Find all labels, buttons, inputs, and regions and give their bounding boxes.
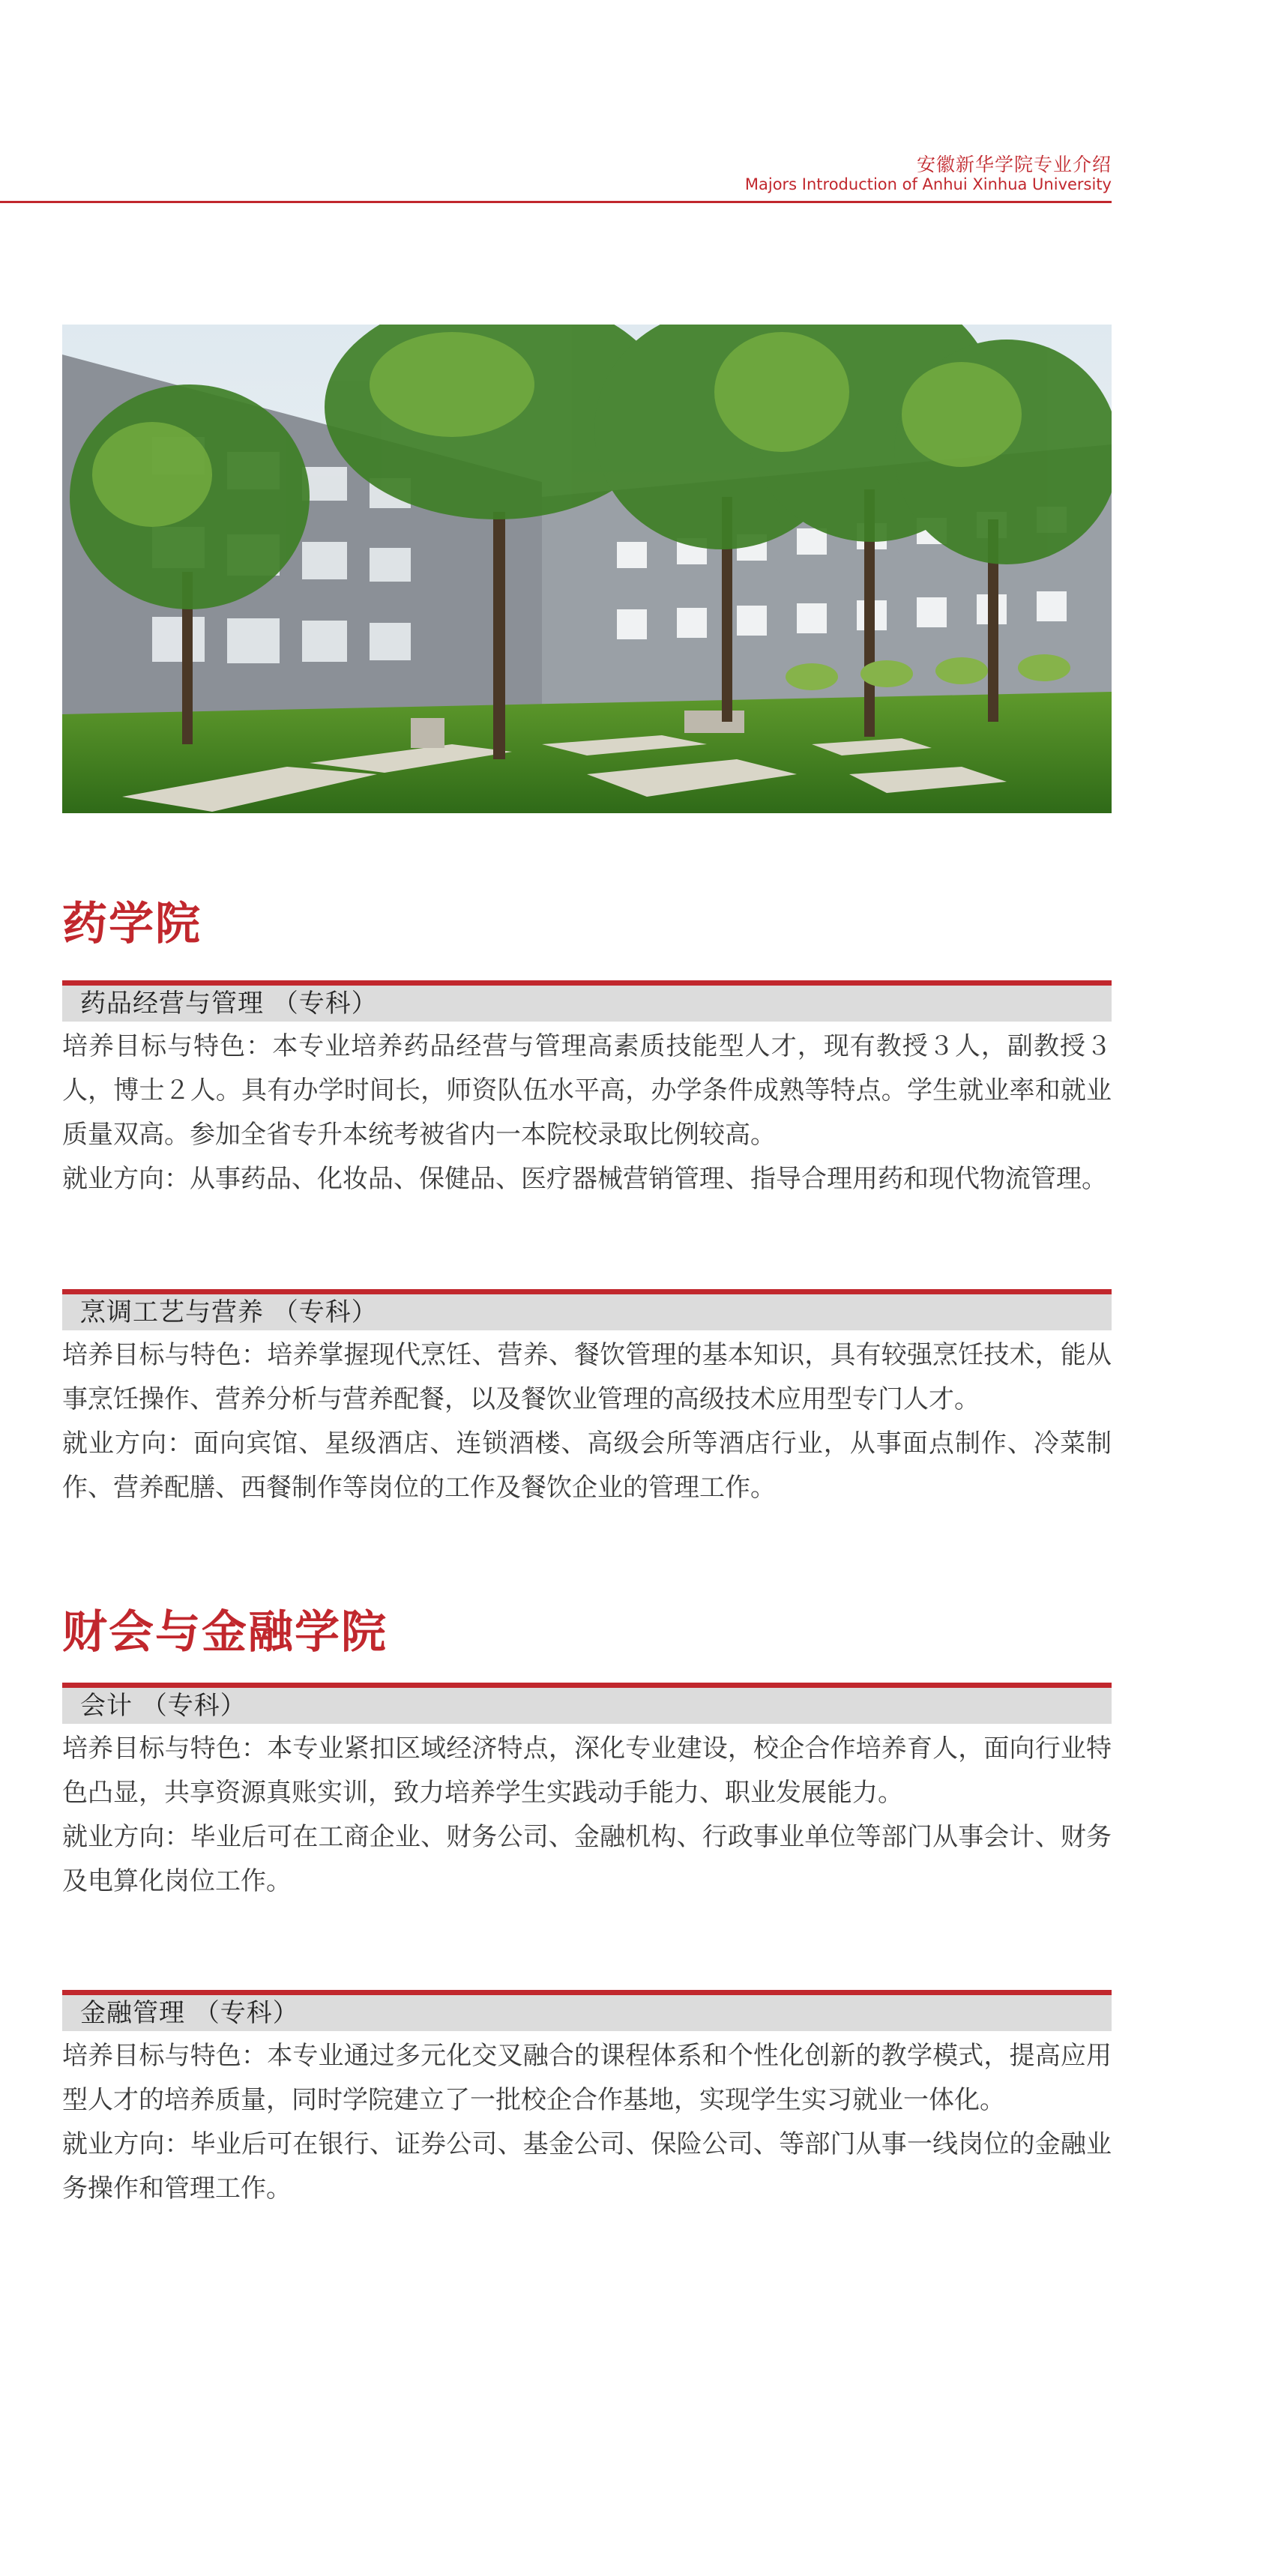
major-block xyxy=(62,1990,1112,2211)
campus-courtyard-photo xyxy=(62,325,1112,813)
major-career: 就业方向：毕业后可在工商企业、财务公司、金融机构、行政事业单位等部门从事会计、财务及电算化岗位工作。 xyxy=(62,1822,1112,1896)
major-heading: 会计 （专科） xyxy=(62,1683,1112,1724)
major-goal: 培养目标与特色：本专业紧扣区域经济特点，深化专业建设，校企合作培养育人，面向行业特色凸显，共享资源真账实训，致力培养学生实践动手能力、职业发展能力。 xyxy=(62,1734,1112,1808)
major-career: 就业方向：毕业后可在银行、证券公司、基金公司、保险公司、等部门从事一线岗位的金融业务操作和管理工作。 xyxy=(62,2129,1112,2204)
college-title-finance: 财会与金融学院 xyxy=(62,1606,388,1659)
major-goal: 培养目标与特色：本专业通过多元化交叉融合的课程体系和个性化创新的教学模式，提高应用型人才的培养质量，同时学院建立了一批校企合作基地，实现学生实习就业一体化。 xyxy=(62,2041,1112,2115)
major-block xyxy=(62,1289,1112,1510)
major-heading: 金融管理 （专科） xyxy=(62,1990,1112,2031)
major-career: 就业方向：面向宾馆、星级酒店、连锁酒楼、高级会所等酒店行业，从事面点制作、冷菜制作、营养配膳、西餐制作等岗位的工作及餐饮企业的管理工作。 xyxy=(62,1429,1112,1503)
header-title-en: Majors Introduction of Anhui Xinhua University xyxy=(744,175,1112,193)
major-heading: 烹调工艺与营养 （专科） xyxy=(62,1289,1112,1330)
major-career: 就业方向：从事药品、化妆品、保健品、医疗器械营销管理、指导合理用药和现代物流管理。 xyxy=(62,1164,1107,1194)
major-block xyxy=(62,1683,1112,1904)
major-goal: 培养目标与特色：本专业培养药品经营与管理高素质技能型人才，现有教授３人，副教授３人，博士２人。具有办学时间长，师资队伍水平高，办学条件成熟等特点。学生就业率和就业质量双高。参加全省专升本统考被省内一本院校录取比例较高。 xyxy=(62,1031,1112,1150)
major-goal: 培养目标与特色：培养掌握现代烹饪、营养、餐饮管理的基本知识，具有较强烹饪技术，能从事烹饪操作、营养分析与营养配餐，以及餐饮业管理的高级技术应用型专门人才。 xyxy=(62,1340,1112,1414)
major-heading: 药品经营与管理 （专科） xyxy=(62,980,1112,1022)
header-divider xyxy=(0,201,1112,203)
college-title-pharmacy: 药学院 xyxy=(62,898,202,950)
header-title-cn: 安徽新华学院专业介绍 xyxy=(916,154,1112,175)
campus-photo-illustration xyxy=(62,325,1112,813)
major-block xyxy=(62,980,1112,1201)
